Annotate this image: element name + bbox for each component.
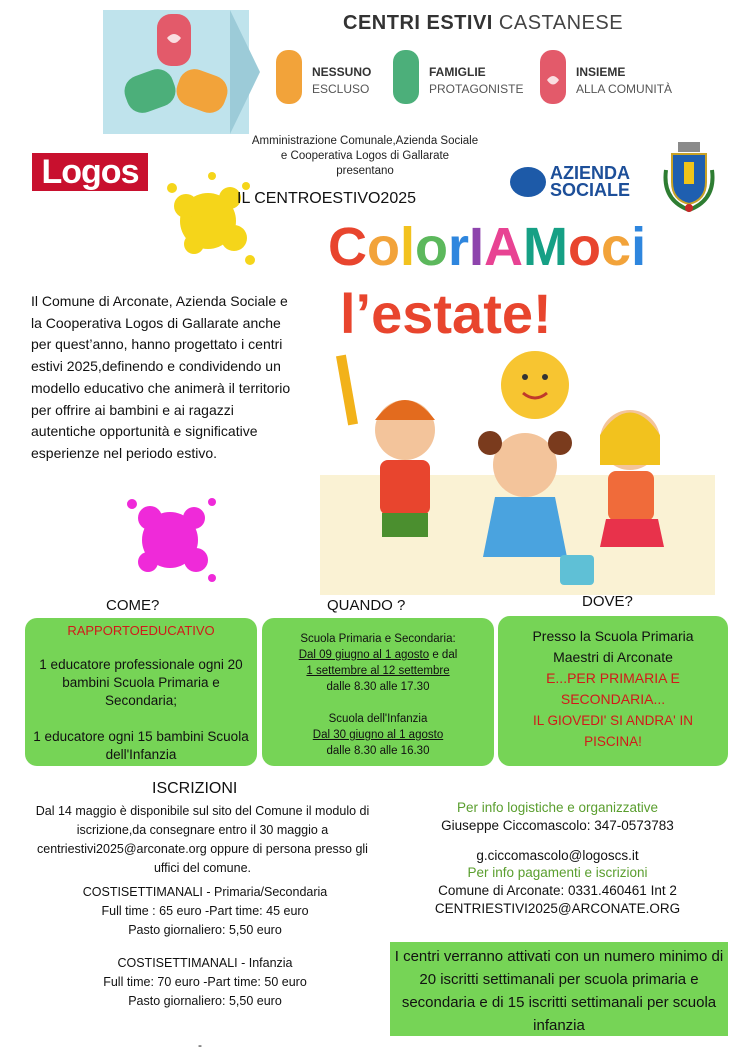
infanzia-dates: Dal 30 giugno al 1 agosto xyxy=(312,729,444,741)
banner-title-light: CASTANESE xyxy=(498,12,624,34)
come-line2: 1 educatore ogni 15 bambini Scuola dell'Infanzia xyxy=(33,729,249,762)
presenters-line: Amministrazione Comunale,Azienda Sociale xyxy=(251,135,479,147)
pillar-title: NESSUNO xyxy=(312,65,372,79)
quando-label: QUANDO ? xyxy=(327,597,406,614)
costi-primaria xyxy=(40,883,370,940)
costi-primaria-title: COSTISETTIMANALI - Primaria/Secondaria xyxy=(82,885,328,899)
sun-icon xyxy=(501,351,569,419)
logos-logo: Logos xyxy=(32,153,148,191)
azienda-line: SOCIALE xyxy=(550,180,631,200)
info-payments xyxy=(395,864,720,918)
costi-infanzia xyxy=(40,954,370,1011)
iscrizioni-title: ISCRIZIONI xyxy=(152,780,238,797)
headline-line2: l’estate! xyxy=(340,282,552,345)
banner-title-bold: CENTRI ESTIVI xyxy=(343,12,493,34)
logistic-email[interactable]: g.ciccomascolo@logoscs.it xyxy=(476,848,639,863)
primaria-dates-a: Dal 09 giugno al 1 agosto e dal xyxy=(298,649,458,661)
dove-box xyxy=(498,616,728,766)
come-label: COME? xyxy=(106,597,160,614)
costi-infanzia-title: COSTISETTIMANALI - Infanzia xyxy=(117,956,293,970)
green-hand-icon xyxy=(389,48,423,106)
dove-line1: Presso la Scuola Primaria xyxy=(532,628,694,644)
payment-email[interactable]: CENTRIESTIVI2025@ARCONATE.ORG xyxy=(434,901,681,916)
costi-infanzia-rates: Full time: 70 euro -Part time: 50 euro xyxy=(103,975,307,989)
red-hand-heart-icon xyxy=(536,48,570,106)
intro-paragraph: Il Comune di Arconate, Azienda Sociale e la Cooperativa Logos di Gallarate anche per quest’anno, hanno progettato i centri estivi 2025,definendo e condividendo un modello educativo che animerà il territorio per offrire ai bambini e ai ragazzi autentiche opportunità e significative esperienze nel periodo estivo. xyxy=(31,293,291,461)
green-hand-icon xyxy=(120,65,180,118)
banner-title xyxy=(343,12,623,35)
primaria-dates-b: 1 settembre al 12 settembre xyxy=(306,665,450,677)
pillar-subtitle: ALLA COMUNITÀ xyxy=(576,82,673,96)
notice-box: I centri verranno attivati con un numero minimo di 20 iscritti settimanali per scuola primaria e secondaria e di 15 iscritti settimanali per scuola infanzia xyxy=(390,942,728,1036)
event-title: IL CENTROESTIVO2025 xyxy=(237,190,417,207)
headline-line1: ColorIAMoci xyxy=(328,217,647,277)
come-line1: 1 educatore professionale ogni 20 bambini Scuola Primaria e Secondaria; xyxy=(39,657,243,708)
orange-hand-icon xyxy=(272,48,306,106)
poster-illustration xyxy=(320,215,715,595)
pillar-title: INSIEME xyxy=(576,65,626,79)
logistic-title: Per info logistiche e organizzative xyxy=(456,800,659,815)
logistic-contact: Giuseppe Ciccomascolo: 347-0573783 xyxy=(441,818,674,833)
hands-circle-icon xyxy=(103,10,249,134)
dove-line4: IL GIOVEDI' SI ANDRA' IN PISCINA! xyxy=(533,713,693,749)
payment-title: Per info pagamenti e iscrizioni xyxy=(467,865,648,880)
costi-infanzia-pasto: Pasto giornaliero: 5,50 euro xyxy=(128,994,282,1008)
info-logistics xyxy=(395,799,720,865)
dove-label: DOVE? xyxy=(582,593,633,610)
primaria-hours: dalle 8.30 alle 17.30 xyxy=(326,681,430,693)
banner-hands-graphic xyxy=(103,10,249,134)
pillar-title: FAMIGLIE xyxy=(429,65,486,79)
paint-bucket-icon xyxy=(560,555,594,585)
pillar-subtitle: ESCLUSO xyxy=(312,82,370,96)
presenters-line: presentano xyxy=(336,165,394,177)
dove-line3: E...PER PRIMARIA E SECONDARIA... xyxy=(546,670,680,707)
municipal-crest-icon xyxy=(662,140,716,214)
infanzia-title: Scuola dell'Infanzia xyxy=(328,713,428,725)
costi-primaria-rates: Full time : 65 euro -Part time: 45 euro xyxy=(101,904,309,918)
swoosh-icon xyxy=(510,167,546,197)
iscrizioni-body: Dal 14 maggio è disponibile sul sito del Comune il modulo di iscrizione,da consegnare entro il 30 maggio a centriestivi2025@arconate.org oppure di persona presso gli uffici del comune. xyxy=(35,804,370,875)
infanzia-hours: dalle 8.30 alle 16.30 xyxy=(326,745,430,757)
yellow-paint-splash xyxy=(150,166,260,276)
quando-box xyxy=(262,618,494,766)
come-heading: RAPPORTOEDUCATIVO xyxy=(67,623,215,638)
pillar-subtitle: PROTAGONISTE xyxy=(429,82,524,96)
banner-arrow xyxy=(230,10,260,134)
primaria-title: Scuola Primaria e Secondaria: xyxy=(300,633,456,645)
payment-contact: Comune di Arconate: 0331.460461 Int 2 xyxy=(438,883,677,898)
footer-mark: - xyxy=(198,1038,202,1052)
dove-line2: Maestri di Arconate xyxy=(553,649,673,665)
red-hand-icon xyxy=(157,14,191,66)
orange-hand-icon xyxy=(172,65,232,118)
azienda-line: AZIENDA xyxy=(550,163,630,183)
presenters-text xyxy=(220,134,510,179)
presenters-line: e Cooperativa Logos di Gallarate xyxy=(280,150,450,162)
pink-paint-splash xyxy=(120,490,220,586)
costi-primaria-pasto: Pasto giornaliero: 5,50 euro xyxy=(128,923,282,937)
come-box xyxy=(25,618,257,766)
